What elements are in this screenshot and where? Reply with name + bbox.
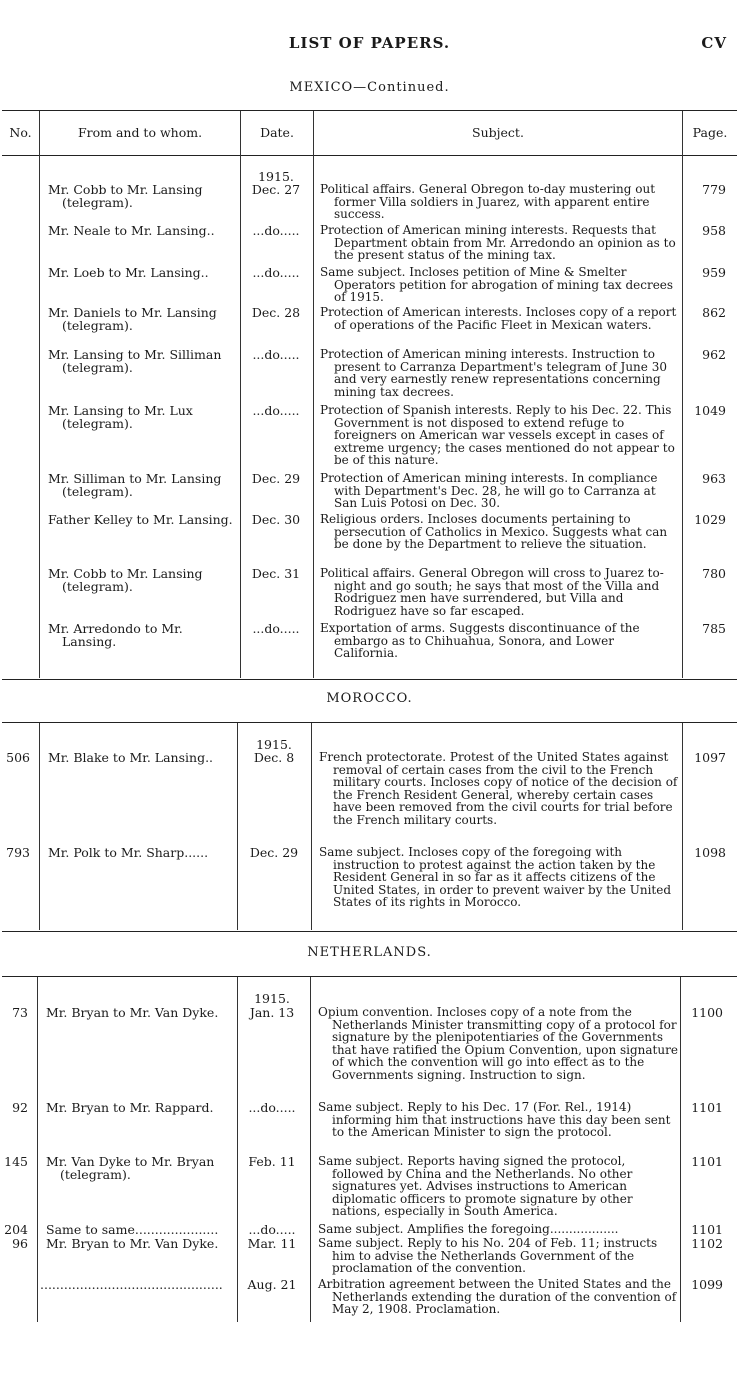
date-cell: Jan. 13 [249, 1005, 295, 1020]
date-cell: Mar. 11 [247, 1236, 297, 1251]
from-to-cell: Mr. Lansing to Mr. Lux (telegram). [48, 403, 193, 431]
from-to-cell: Mr. Loeb to Mr. Lansing.. [48, 265, 209, 280]
page-cell: 1101 [691, 1154, 723, 1169]
page-cell: 785 [702, 621, 726, 636]
from-to-cell: Mr. Polk to Mr. Sharp...... [48, 845, 209, 860]
section-title-morocco: MOROCCO. [326, 691, 413, 706]
subject-cell: Exportation of arms. Suggests discontinuance of the embargo as to Chihuahua, Sonora, and Lower California. [320, 621, 640, 660]
date-cell: Dec. 27 [251, 182, 301, 197]
subject-cell: Same subject. Reports having signed the protocol, followed by China and the Netherlands. No other signatures yet. Advises instructions to American diplomatic officers to promote signature by other nations, especially in South America. [318, 1154, 633, 1218]
from-to-cell: Mr. Arredondo to Mr. Lansing. [48, 621, 183, 649]
page-cell: 958 [702, 223, 726, 238]
from-to-cell: Mr. Cobb to Mr. Lansing (telegram). [48, 566, 203, 594]
date-cell: ...do..... [248, 1100, 296, 1115]
date-cell: ...do..... [252, 265, 300, 280]
col-header-from: From and to whom. [77, 125, 203, 140]
year-label: 1915. [254, 991, 290, 1006]
page-cell: 1098 [694, 845, 726, 860]
page-cell: 1097 [694, 750, 726, 765]
subject-cell: Same subject. Reply to his No. 204 of Feb. 11; instructs him to advise the Netherlands Government of the proclamation of the convention. [318, 1236, 658, 1275]
col-header-page: Page. [692, 125, 728, 140]
column-divider [310, 977, 311, 1322]
subject-cell: Political affairs. General Obregon will cross to Juarez to-night and go south; he says that most of the Villa and Rodriguez men have surrendered, but Villa and Rodriguez have so far escaped. [320, 566, 664, 618]
page-cell: 962 [702, 347, 726, 362]
date-cell: ...do..... [252, 223, 300, 238]
page-title: LIST OF PAPERS. [288, 34, 451, 52]
subject-cell: Protection of American interests. Incloses copy of a report of operations of the Pacific Fleet in Mexican waters. [320, 305, 677, 332]
from-to-cell: Mr. Bryan to Mr. Van Dyke. [46, 1236, 219, 1251]
page-cell: 1029 [694, 512, 726, 527]
column-divider [680, 977, 681, 1322]
date-cell: ...do..... [248, 1222, 296, 1237]
from-to-cell: Mr. Bryan to Mr. Van Dyke. [46, 1005, 219, 1020]
year-label: 1915. [258, 169, 294, 184]
header-bottom-rule [2, 155, 737, 156]
page-number: CV [701, 34, 727, 52]
subject-cell: Same subject. Incloses petition of Mine & Smelter Operators petition for abrogation of mining tax decrees of 1915. [320, 265, 674, 304]
page-cell: 1101 [691, 1222, 723, 1237]
column-divider [682, 111, 683, 678]
section-title-netherlands: NETHERLANDS. [307, 945, 432, 960]
date-cell: ...do..... [252, 347, 300, 362]
from-to-cell: Same to same..................... [46, 1223, 219, 1236]
number-cell: 204 [4, 1222, 28, 1237]
from-to-cell: Mr. Lansing to Mr. Silliman (telegram). [48, 347, 222, 375]
page-cell: 862 [702, 305, 726, 320]
section-title-mexico: MEXICO—Continued. [289, 80, 450, 95]
column-divider [37, 977, 38, 1322]
from-to-cell: Mr. Van Dyke to Mr. Bryan (telegram). [46, 1154, 215, 1182]
number-cell: 506 [6, 750, 30, 765]
section-end-rule [2, 931, 737, 932]
subject-cell: Religious orders. Incloses documents pertaining to persecution of Catholics in Mexico. Suggests what can be done by the Department to relieve the situation. [320, 512, 668, 551]
year-label: 1915. [256, 737, 292, 752]
number-cell: 73 [12, 1005, 28, 1020]
subject-cell: Protection of American mining interests. Requests that Department obtain from Mr. Arredondo an opinion as to the present status of the mining tax. [320, 223, 676, 262]
from-to-cell: Mr. Neale to Mr. Lansing.. [48, 223, 215, 238]
from-to-cell: Mr. Blake to Mr. Lansing.. [48, 750, 214, 765]
page-cell: 779 [702, 182, 726, 197]
subject-cell: Same subject. Amplifies the foregoing.................. [318, 1223, 619, 1236]
from-to-cell: Mr. Cobb to Mr. Lansing (telegram). [48, 182, 203, 210]
col-header-date: Date. [260, 125, 294, 140]
page-cell: 1101 [691, 1100, 723, 1115]
subject-cell: Protection of Spanish interests. Reply to his Dec. 22. This Government is not disposed to extend refuge to foreigners on American war vessels except in cases of extreme urgency; the cases mentioned do not appear to be of this nature. [320, 403, 675, 467]
page-cell: 1049 [694, 403, 726, 418]
col-header-no: No. [9, 125, 32, 140]
subject-cell: Political affairs. General Obregon to-day mustering out former Villa soldiers in Juarez, with apparent entire success. [320, 182, 656, 221]
subject-cell: French protectorate. Protest of the United States against removal of certain cases from the civil to the French military courts. Incloses copy of notice of the decision of the French Resident General, whereby certain cases have been removed from the civil courts for trial before the French military courts. [319, 750, 678, 827]
col-header-subject: Subject. [472, 125, 524, 140]
date-cell: Dec. 30 [251, 512, 301, 527]
number-cell: 96 [12, 1236, 28, 1251]
date-cell: Dec. 8 [253, 750, 295, 765]
column-divider [311, 723, 312, 930]
column-divider [682, 723, 683, 930]
column-divider [39, 111, 40, 678]
page-cell: 1102 [691, 1236, 723, 1251]
subject-cell: Same subject. Reply to his Dec. 17 (For. Rel., 1914) informing him that instructions have this day been sent to the American Minister to sign the protocol. [318, 1100, 671, 1139]
subject-cell: Protection of American mining interests. Instruction to present to Carranza Department's telegram of June 30 and very earnestly renew representations concerning mining tax decrees. [320, 347, 667, 399]
column-divider [313, 111, 314, 678]
date-cell: Dec. 29 [251, 471, 301, 486]
date-cell: Dec. 31 [251, 566, 301, 581]
page-cell: 780 [702, 566, 726, 581]
page-cell: 1100 [691, 1005, 723, 1020]
column-divider [39, 723, 40, 930]
from-to-cell: Mr. Silliman to Mr. Lansing (telegram). [48, 471, 222, 499]
date-cell: Dec. 28 [251, 305, 301, 320]
page-cell: 959 [702, 265, 726, 280]
from-to-cell: Father Kelley to Mr. Lansing. [48, 512, 233, 527]
from-to-cell: Mr. Daniels to Mr. Lansing (telegram). [48, 305, 217, 333]
table-top-rule [2, 722, 737, 723]
from-to-cell: Mr. Bryan to Mr. Rappard. [46, 1100, 214, 1115]
subject-cell: Opium convention. Incloses copy of a note from the Netherlands Minister transmitting copy of a protocol for signature by the plenipotentiaries of the Governments that have ratified the Opium Convention, upon signature of which the convention will go into effect as to the Governments signing. Instruction to sign. [318, 1005, 678, 1082]
table-top-rule [2, 976, 737, 977]
date-cell: Dec. 29 [249, 845, 299, 860]
column-divider [240, 111, 241, 678]
date-cell: ...do..... [252, 403, 300, 418]
from-to-cell: .............................................. [40, 1278, 223, 1291]
column-divider [237, 977, 238, 1322]
subject-cell: Arbitration agreement between the United States and the Netherlands extending the duration of the convention of May 2, 1908. Proclamation. [318, 1277, 677, 1316]
page-cell: 1099 [691, 1277, 723, 1292]
section-end-rule [2, 679, 737, 680]
subject-cell: Protection of American mining interests. In compliance with Department's Dec. 28, he will go to Carranza at San Luis Potosi on Dec. 30. [320, 471, 658, 510]
subject-cell: Same subject. Incloses copy of the foregoing with instruction to protest against the action taken by the Resident General in so far as it affects citizens of the United States, in order to prevent waiver by the United States of its rights in Morocco. [319, 845, 672, 909]
table-top-rule [2, 110, 737, 111]
page-cell: 963 [702, 471, 726, 486]
date-cell: Aug. 21 [247, 1277, 297, 1292]
number-cell: 793 [6, 845, 30, 860]
date-cell: Feb. 11 [248, 1154, 296, 1169]
number-cell: 145 [4, 1154, 28, 1169]
number-cell: 92 [12, 1100, 28, 1115]
date-cell: ...do..... [252, 621, 300, 636]
